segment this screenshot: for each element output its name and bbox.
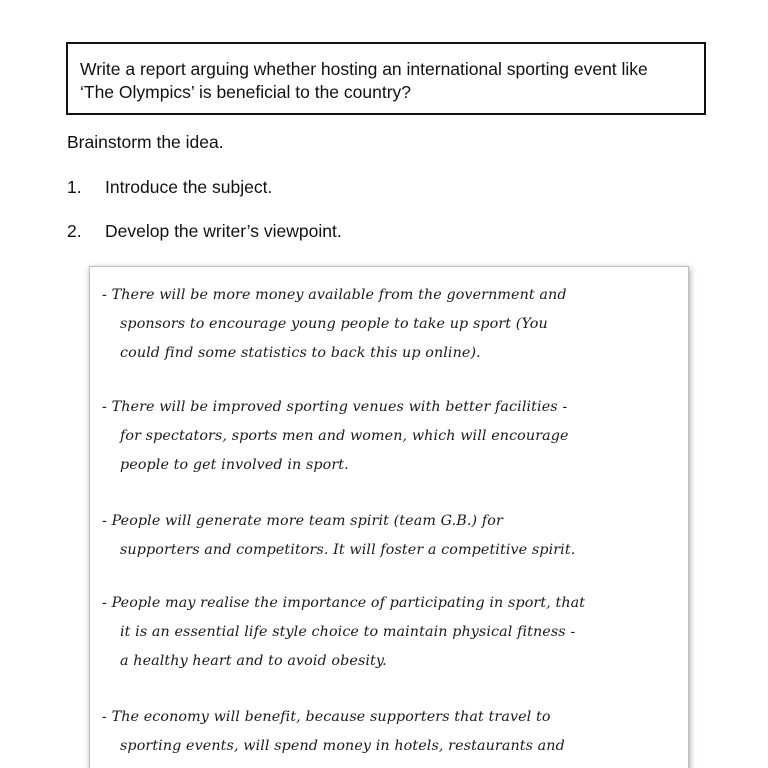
brainstorm-notes-card — [89, 266, 689, 768]
note-line: - People may realise the importance of participating in sport, that — [102, 595, 586, 611]
step-text: Develop the writer’s viewpoint. — [105, 221, 342, 241]
note-line: could find some statistics to back this up online). — [120, 345, 481, 361]
brainstorm-heading: Brainstorm the idea. — [67, 132, 224, 152]
note-line: - The economy will benefit, because supporters that travel to — [102, 709, 551, 725]
note-line: supporters and competitors. It will foster a competitive spirit. — [120, 542, 576, 558]
step-item — [67, 220, 342, 242]
note-item — [102, 703, 676, 761]
note-item — [102, 507, 676, 565]
prompt-line-2: ‘The Olympics’ is beneficial to the country? — [80, 82, 412, 102]
step-text: Introduce the subject. — [105, 177, 273, 197]
note-item — [102, 393, 676, 480]
note-item — [102, 589, 676, 676]
note-line: it is an essential life style choice to maintain physical fitness - — [120, 624, 576, 640]
note-line: - There will be improved sporting venues with better facilities - — [102, 399, 568, 415]
note-line: sporting events, will spend money in hotels, restaurants and — [120, 738, 565, 754]
step-number: 1. — [67, 177, 82, 197]
prompt-box — [66, 42, 706, 115]
note-line: - There will be more money available from the government and — [102, 287, 567, 303]
step-number: 2. — [67, 221, 82, 241]
note-line: sponsors to encourage young people to take up sport (You — [120, 316, 548, 332]
note-item — [102, 281, 676, 368]
note-line: for spectators, sports men and women, which will encourage — [120, 428, 569, 444]
note-line: a healthy heart and to avoid obesity. — [120, 653, 387, 669]
prompt-line-1: Write a report arguing whether hosting an international sporting event like — [80, 59, 648, 79]
note-line: people to get involved in sport. — [120, 457, 349, 473]
note-line: - People will generate more team spirit (team G.B.) for — [102, 513, 503, 529]
step-item — [67, 176, 272, 198]
